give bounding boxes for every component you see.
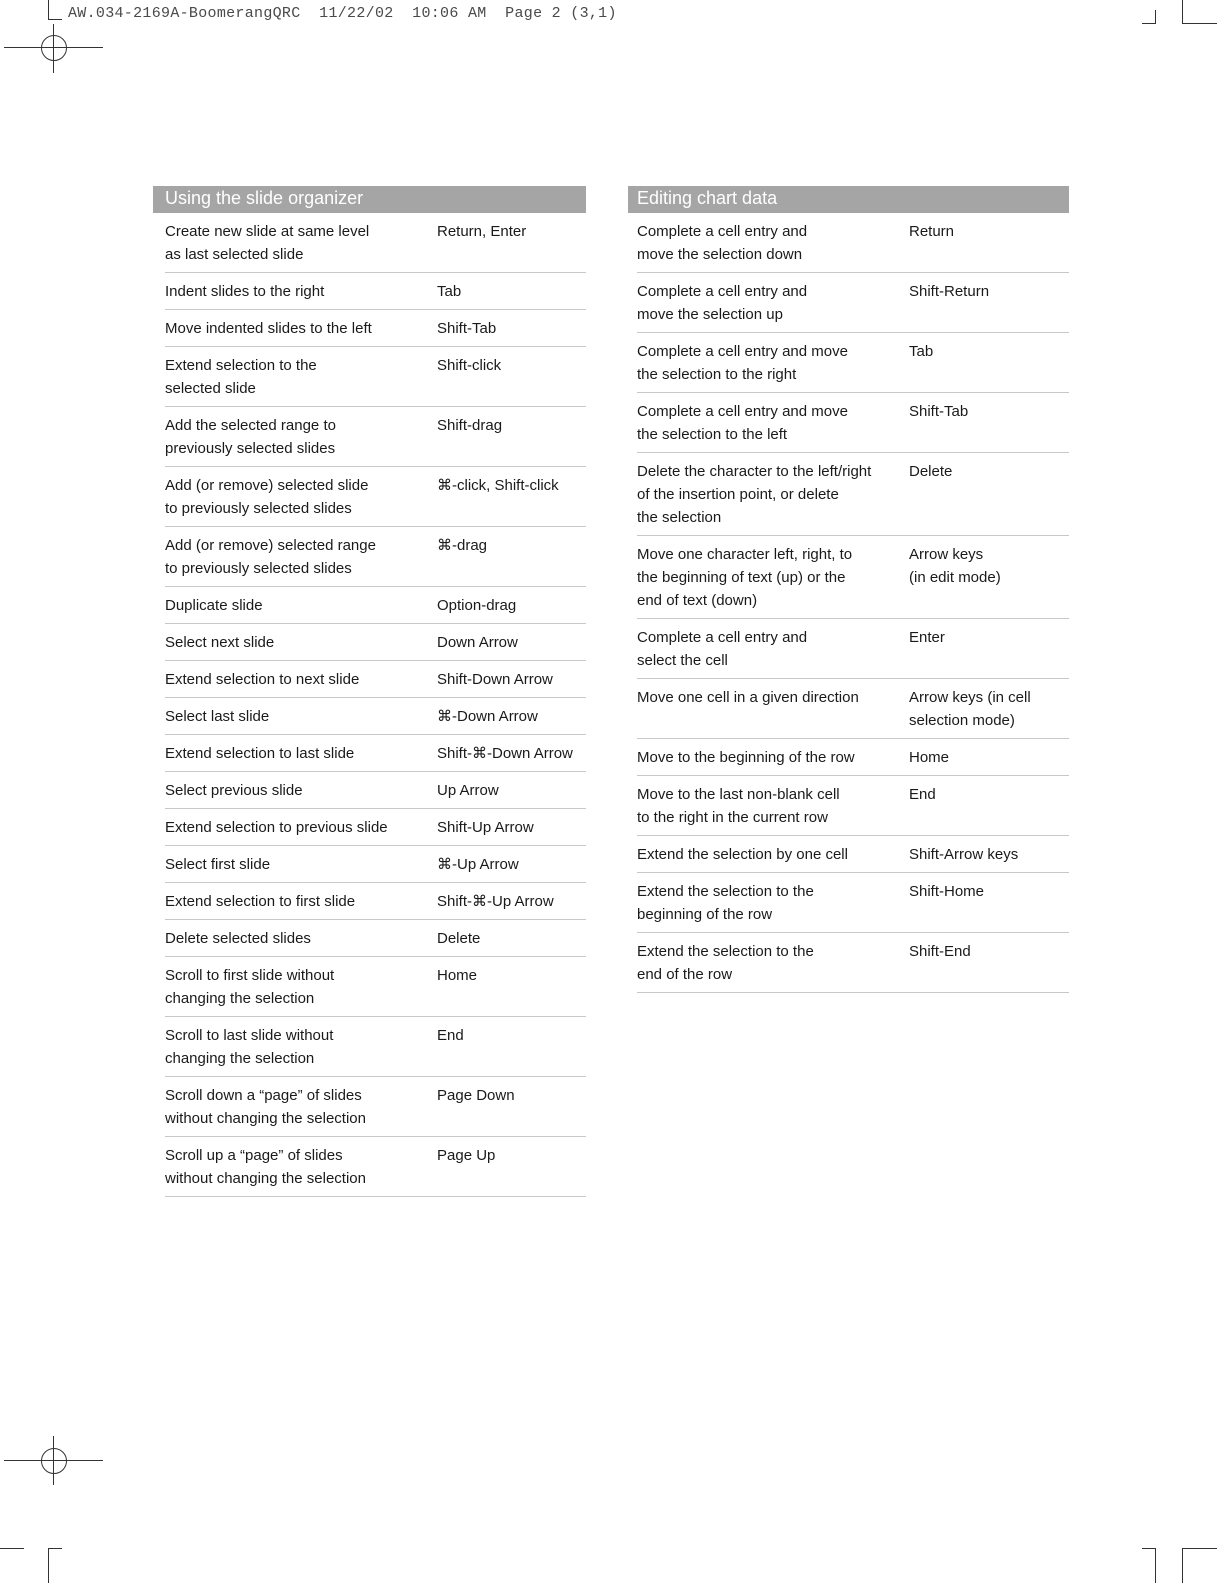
shortcut-row <box>165 698 586 735</box>
shortcut-action: Delete the character to the left/right of the insertion point, or delete the selection <box>637 463 872 526</box>
crop-mark-top-left-v <box>48 0 49 20</box>
shortcut-action: Add (or remove) selected range to previously selected slides <box>165 537 376 577</box>
shortcut-row <box>637 933 1069 993</box>
crop-mark-top-right-outer-h <box>1182 23 1217 24</box>
shortcut-keys: Shift-Tab <box>437 320 497 337</box>
shortcut-action: Select next slide <box>165 634 275 651</box>
registration-circle <box>41 1448 67 1474</box>
registration-circle <box>41 35 67 61</box>
shortcut-action: Extend selection to previous slide <box>165 819 388 836</box>
shortcut-action: Duplicate slide <box>165 597 263 614</box>
shortcut-action: Extend selection to the selected slide <box>165 357 317 397</box>
crop-mark-top-right-v <box>1155 10 1156 24</box>
shortcut-keys: Shift-⌘-Down Arrow <box>437 745 573 762</box>
shortcut-row <box>165 957 586 1017</box>
crop-mark-bottom-right-v <box>1155 1548 1156 1583</box>
shortcut-row <box>637 393 1069 453</box>
shortcut-keys: Page Down <box>437 1087 515 1104</box>
shortcut-row <box>165 661 586 698</box>
shortcut-action: Move one character left, right, to the beginning of text (up) or the end of text (down) <box>637 546 853 609</box>
shortcut-row <box>637 836 1069 873</box>
shortcut-keys: Shift-click <box>437 357 502 374</box>
shortcut-keys: End <box>437 1027 464 1044</box>
shortcut-keys: Tab <box>909 343 934 360</box>
shortcut-action: Extend selection to last slide <box>165 745 355 762</box>
crop-mark-top-right-outer-v <box>1182 0 1183 24</box>
shortcut-keys: Shift-Down Arrow <box>437 671 553 688</box>
shortcut-action: Extend the selection to the end of the row <box>637 943 814 983</box>
shortcut-row <box>165 467 586 527</box>
shortcut-row <box>165 624 586 661</box>
shortcut-action: Scroll up a “page” of slides without changing the selection <box>165 1147 366 1187</box>
shortcut-action: Complete a cell entry and move the selection down <box>637 223 808 263</box>
shortcut-keys: Shift-Arrow keys <box>909 846 1019 863</box>
shortcut-keys: Return, Enter <box>437 223 527 240</box>
shortcut-action: Extend selection to first slide <box>165 893 356 910</box>
shortcut-table <box>165 213 586 1197</box>
shortcut-keys: Tab <box>437 283 462 300</box>
shortcut-row <box>165 347 586 407</box>
shortcut-row <box>637 536 1069 619</box>
shortcut-action: Select first slide <box>165 856 271 873</box>
shortcut-action: Complete a cell entry and move the selection to the right <box>637 343 848 383</box>
shortcut-table <box>637 213 1069 993</box>
shortcut-row <box>165 920 586 957</box>
shortcut-row <box>165 213 586 273</box>
shortcut-row <box>165 310 586 347</box>
crop-mark-bottom-right-outer-h <box>1182 1548 1217 1549</box>
shortcut-action: Indent slides to the right <box>165 283 325 300</box>
shortcut-row <box>637 776 1069 836</box>
shortcut-action: Complete a cell entry and select the cell <box>637 629 808 669</box>
shortcut-keys: End <box>909 786 936 803</box>
crop-mark-top-right-h <box>1142 23 1156 24</box>
crop-mark-bottom-right-outer-v <box>1182 1548 1183 1583</box>
shortcut-keys: Delete <box>437 930 481 947</box>
crop-mark-bottom-right-h <box>1142 1548 1156 1549</box>
shortcut-action: Complete a cell entry and move the selection up <box>637 283 808 323</box>
shortcut-row <box>637 333 1069 393</box>
shortcut-row <box>165 772 586 809</box>
shortcut-keys: Enter <box>909 629 945 646</box>
shortcut-keys: ⌘-Up Arrow <box>437 856 519 873</box>
shortcut-action: Move indented slides to the left <box>165 320 372 337</box>
shortcut-row <box>165 1137 586 1197</box>
shortcut-keys: Return <box>909 223 955 240</box>
crop-mark-bottom-left-h <box>48 1548 62 1549</box>
shortcut-action: Delete selected slides <box>165 930 311 947</box>
shortcut-action: Extend selection to next slide <box>165 671 360 688</box>
shortcut-keys: Option-drag <box>437 597 517 614</box>
shortcut-keys: Shift-drag <box>437 417 503 434</box>
shortcut-keys: Home <box>909 749 950 766</box>
shortcut-row <box>165 1017 586 1077</box>
shortcut-row <box>637 679 1069 739</box>
shortcut-action: Move one cell in a given direction <box>637 689 859 706</box>
shortcut-action: Complete a cell entry and move the selection to the left <box>637 403 848 443</box>
shortcut-keys: Shift-End <box>909 943 971 960</box>
shortcut-keys: ⌘-click, Shift-click <box>437 477 559 494</box>
shortcut-action: Move to the beginning of the row <box>637 749 855 766</box>
shortcut-keys: Shift-⌘-Up Arrow <box>437 893 554 910</box>
shortcut-keys: Home <box>437 967 478 984</box>
shortcut-row <box>165 587 586 624</box>
shortcut-action: Move to the last non-blank cell to the right in the current row <box>637 786 840 826</box>
shortcut-action: Extend the selection to the beginning of the row <box>637 883 814 923</box>
shortcut-action: Select previous slide <box>165 782 303 799</box>
print-slug: AW.034-2169A-BoomerangQRC 11/22/02 10:06 AM Page 2 (3,1) <box>68 5 617 22</box>
shortcut-row <box>165 809 586 846</box>
shortcut-row <box>637 453 1069 536</box>
shortcut-action: Scroll to first slide without changing the selection <box>165 967 335 1007</box>
shortcut-action: Scroll down a “page” of slides without changing the selection <box>165 1087 366 1127</box>
shortcut-row <box>637 739 1069 776</box>
section-title: Using the slide organizer <box>153 186 586 213</box>
shortcut-keys: ⌘-drag <box>437 537 488 554</box>
slide-organizer-section <box>153 186 586 1197</box>
crop-mark-top-left-h <box>48 19 62 20</box>
shortcut-row <box>165 846 586 883</box>
shortcut-keys: Page Up <box>437 1147 496 1164</box>
shortcut-keys: Shift-Return <box>909 283 990 300</box>
shortcut-keys: Arrow keys (in cell selection mode) <box>909 689 1031 729</box>
shortcut-row <box>165 1077 586 1137</box>
shortcut-keys: Shift-Home <box>909 883 985 900</box>
shortcut-action: Extend the selection by one cell <box>637 846 848 863</box>
shortcut-row <box>165 527 586 587</box>
shortcut-row <box>165 407 586 467</box>
shortcut-keys: Up Arrow <box>437 782 499 799</box>
shortcut-action: Create new slide at same level as last selected slide <box>165 223 370 263</box>
shortcut-action: Add (or remove) selected slide to previously selected slides <box>165 477 369 517</box>
crop-mark-bottom-left-outer-h <box>0 1548 24 1549</box>
shortcut-action: Select last slide <box>165 708 270 725</box>
shortcut-row <box>637 619 1069 679</box>
shortcut-keys: Down Arrow <box>437 634 518 651</box>
shortcut-row <box>165 883 586 920</box>
section-title: Editing chart data <box>628 186 1069 213</box>
chart-data-section <box>628 186 1069 993</box>
shortcut-keys: Shift-Up Arrow <box>437 819 534 836</box>
shortcut-action: Add the selected range to previously selected slides <box>165 417 336 457</box>
shortcut-keys: Arrow keys (in edit mode) <box>909 546 1001 586</box>
shortcut-keys: Shift-Tab <box>909 403 969 420</box>
shortcut-row <box>165 735 586 772</box>
crop-mark-bottom-left-v <box>48 1548 49 1583</box>
shortcut-keys: ⌘-Down Arrow <box>437 708 538 725</box>
shortcut-action: Scroll to last slide without changing the selection <box>165 1027 334 1067</box>
shortcut-row <box>637 273 1069 333</box>
shortcut-keys: Delete <box>909 463 953 480</box>
shortcut-row <box>637 873 1069 933</box>
shortcut-row <box>165 273 586 310</box>
shortcut-row <box>637 213 1069 273</box>
